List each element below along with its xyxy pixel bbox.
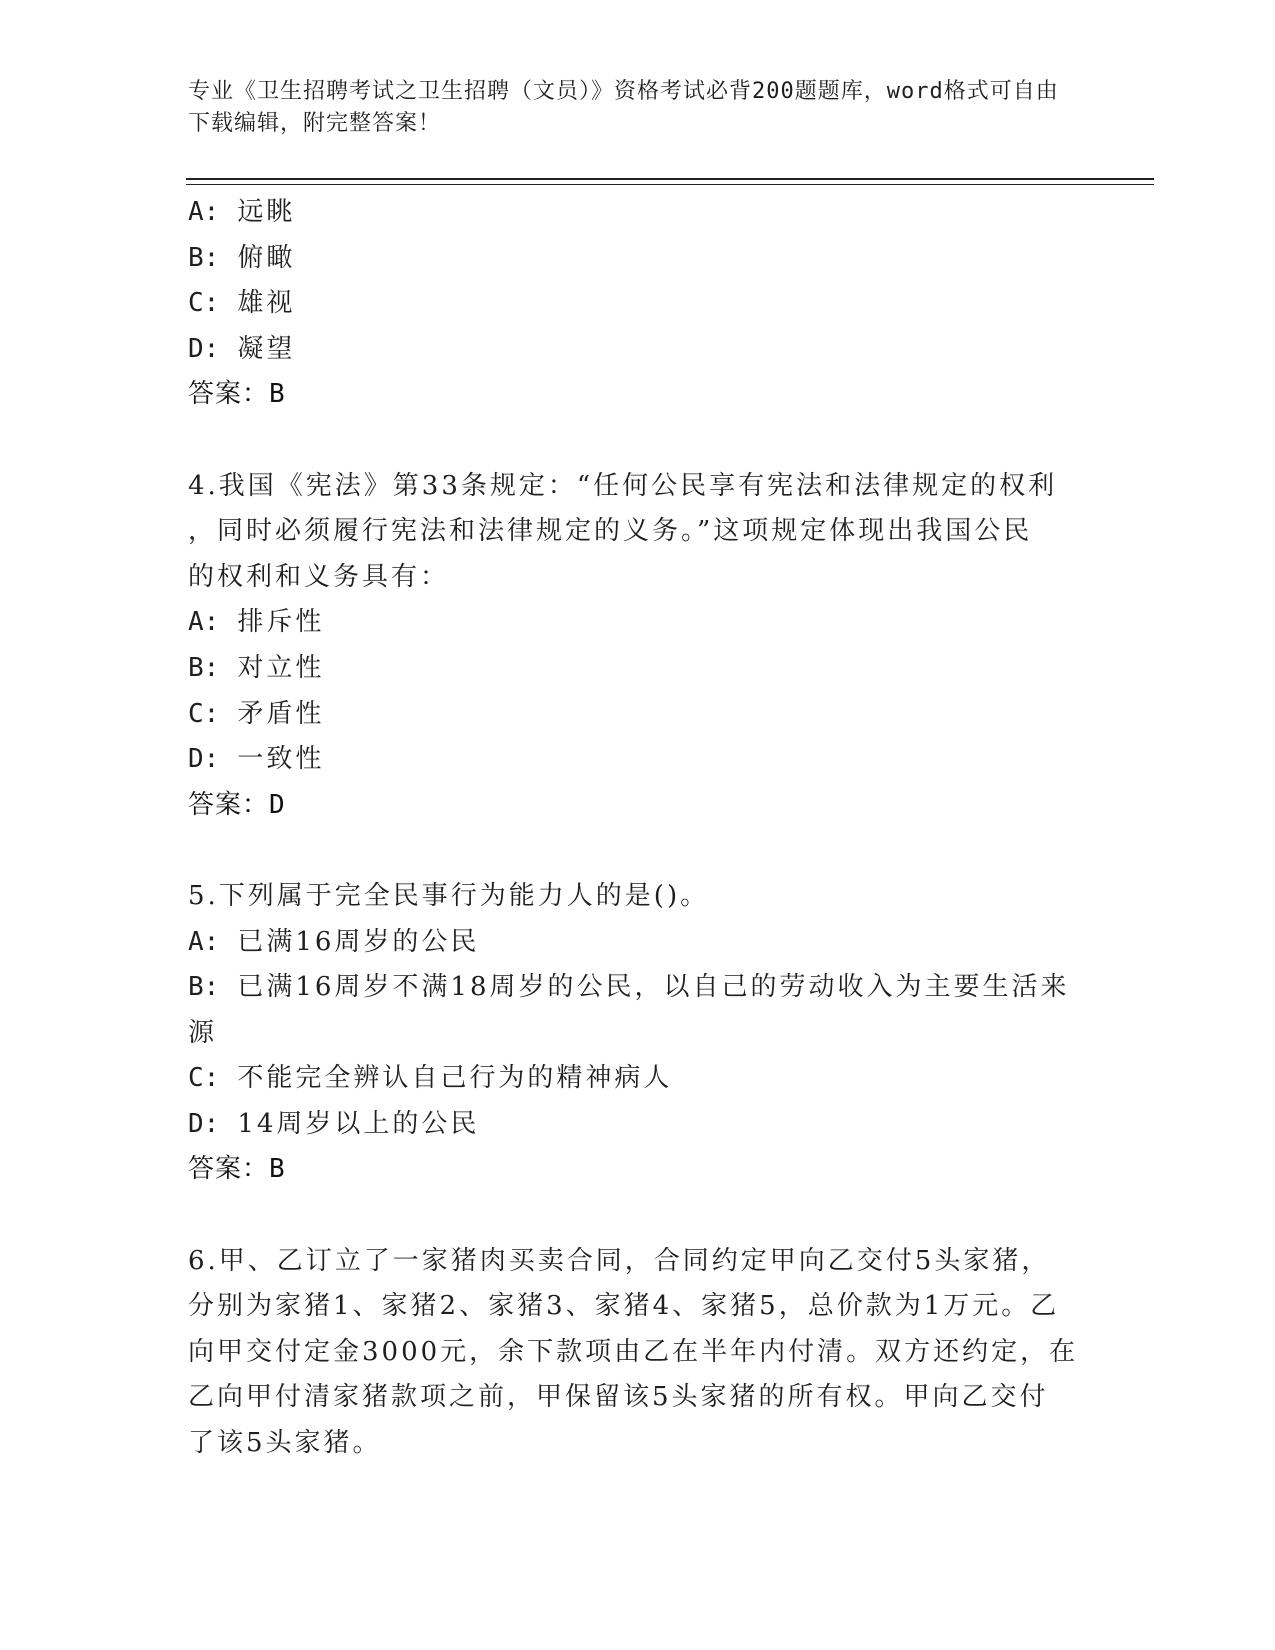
spacer bbox=[188, 828, 1088, 874]
question-4 bbox=[188, 464, 1088, 829]
spacer bbox=[188, 418, 1088, 464]
option-b-continuation: 源 bbox=[188, 1017, 218, 1048]
answer-line: 答案：B bbox=[188, 379, 286, 410]
option-c: C: 矛盾性 bbox=[188, 698, 325, 729]
spacer bbox=[188, 1193, 1088, 1239]
question-stem-line: 4.我国《宪法》第33条规定：“任何公民享有宪法和法律规定的权利 bbox=[188, 470, 1058, 501]
answer-line: 答案：B bbox=[188, 1154, 286, 1185]
question-stem-line: 乙向甲付清家猪款项之前，甲保留该5头家猪的所有权。甲向乙交付 bbox=[188, 1382, 1049, 1413]
question-stem-line: 分别为家猪1、家猪2、家猪3、家猪4、家猪5，总价款为1万元。乙 bbox=[188, 1291, 1060, 1322]
option-a: A: 已满16周岁的公民 bbox=[188, 926, 480, 957]
question-stem-line: 向甲交付定金3000元，余下款项由乙在半年内付清。双方还约定，在 bbox=[188, 1336, 1079, 1367]
option-d: D: 一致性 bbox=[188, 744, 325, 775]
question-content bbox=[188, 190, 1088, 1467]
option-b: B: 俯瞰 bbox=[188, 242, 296, 273]
option-d: D: 14周岁以上的公民 bbox=[188, 1108, 480, 1139]
header-divider-thick bbox=[186, 178, 1154, 180]
header-divider-thin bbox=[186, 184, 1154, 185]
option-b: B: 已满16周岁不满18周岁的公民，以自己的劳动收入为主要生活来 bbox=[188, 972, 1070, 1003]
option-a: A: 远眺 bbox=[188, 197, 296, 227]
question-6 bbox=[188, 1239, 1088, 1467]
question-stem-line: 的权利和义务具有： bbox=[188, 561, 450, 592]
option-c: C: 不能完全辨认自己行为的精神病人 bbox=[188, 1063, 673, 1094]
question-stem-line: 5.下列属于完全民事行为能力人的是()。 bbox=[188, 880, 710, 911]
option-c: C: 雄视 bbox=[188, 288, 296, 319]
document-header: 专业《卫生招聘考试之卫生招聘（文员）》资格考试必背200题题库，word格式可自由下载编辑，附完整答案！ bbox=[188, 79, 1059, 136]
option-b: B: 对立性 bbox=[188, 652, 325, 683]
option-a: A: 排斥性 bbox=[188, 607, 325, 638]
answer-line: 答案：D bbox=[188, 789, 286, 820]
question-stem-line: ，同时必须履行宪法和法律规定的义务。”这项规定体现出我国公民 bbox=[188, 516, 1033, 547]
option-d: D: 凝望 bbox=[188, 333, 296, 364]
question-5 bbox=[188, 874, 1088, 1193]
question-stem-line: 了该5头家猪。 bbox=[188, 1428, 382, 1459]
question-stem-line: 6.甲、乙订立了一家猪肉买卖合同，合同约定甲向乙交付5头家猪， bbox=[188, 1245, 1051, 1276]
question-3-options bbox=[188, 190, 1088, 418]
